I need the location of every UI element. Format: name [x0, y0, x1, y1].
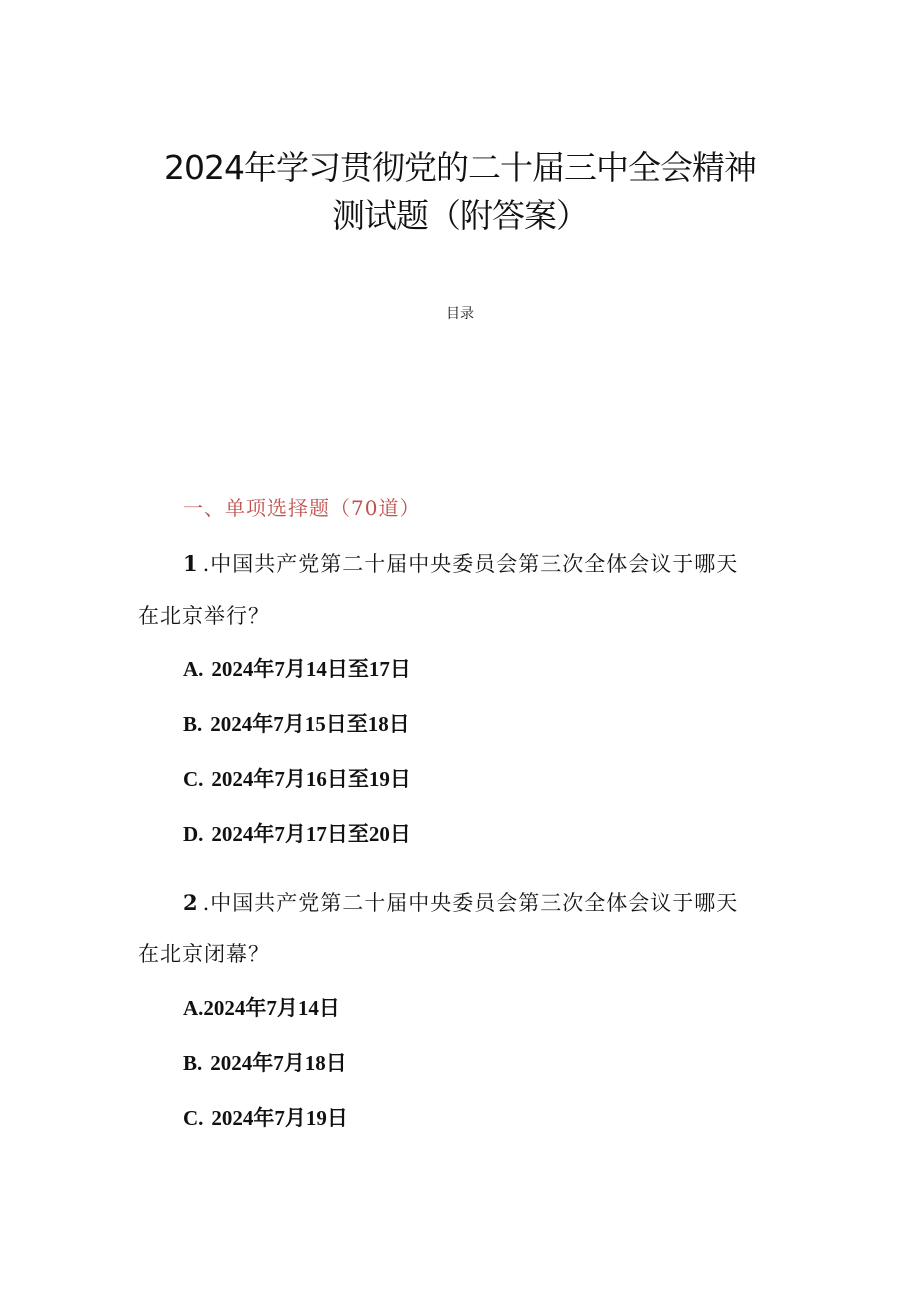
question-2-number: 2 [183, 890, 199, 915]
question-2-line1 [183, 887, 738, 917]
question-2-text-line1: .中国共产党第二十届中央委员会第三次全体会议于哪天 [202, 891, 739, 915]
question-1-text-line1: .中国共产党第二十届中央委员会第三次全体会议于哪天 [202, 552, 739, 576]
table-of-contents-label: 目录 [446, 306, 474, 322]
question-2-option-c [183, 1102, 348, 1132]
question-1-option-b [183, 708, 410, 738]
option-letter: C. [183, 1106, 204, 1130]
option-text: 2024年7月14日至17日 [211, 657, 411, 681]
option-letter: D. [183, 822, 204, 846]
option-text: 2024年7月18日 [210, 1051, 347, 1075]
option-letter: B. [183, 712, 203, 736]
option-text: 2024年7月16日至19日 [211, 767, 411, 791]
question-1-option-a [183, 653, 411, 683]
question-1-option-d [183, 818, 411, 848]
question-2-option-a [183, 992, 340, 1022]
question-1-number: 1 [183, 551, 199, 576]
option-text: 2024年7月19日 [211, 1106, 348, 1130]
question-1-option-c [183, 763, 411, 793]
section-heading-single-choice: 一、单项选择题（70道） [183, 496, 421, 520]
question-1-line1 [183, 548, 738, 578]
option-letter: A. [183, 657, 204, 681]
question-1-text-line2: 在北京举行？ [138, 604, 270, 628]
document-title-line2: 测试题（附答案） [332, 196, 588, 235]
option-text: 2024年7月15日至18日 [210, 712, 410, 736]
question-2-option-b [183, 1047, 347, 1077]
question-2-text-line2: 在北京闭幕？ [138, 942, 270, 966]
option-text: 2024年7月14日 [203, 996, 340, 1020]
option-letter: B. [183, 1051, 203, 1075]
document-title-line1: 2024年学习贯彻党的二十届三中全会精神 [164, 148, 756, 187]
option-text: 2024年7月17日至20日 [211, 822, 411, 846]
option-letter: A. [183, 996, 204, 1020]
option-letter: C. [183, 767, 204, 791]
